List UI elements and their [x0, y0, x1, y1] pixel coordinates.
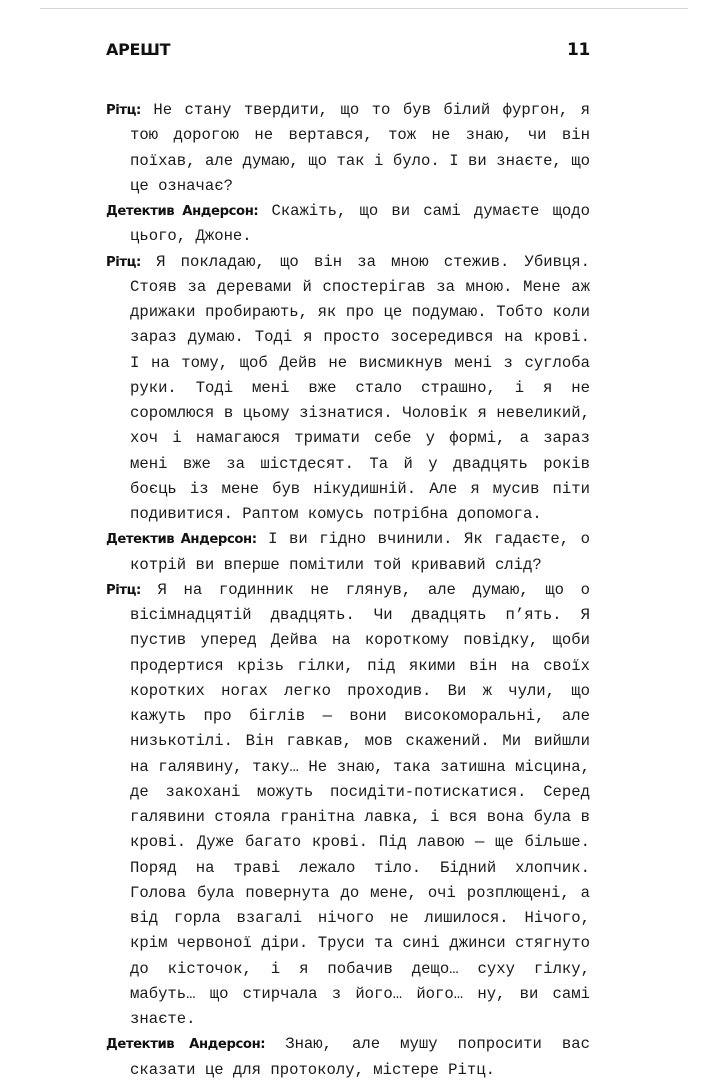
speech-text: І ви гідно вчинили. Як гадаєте, о котрій ви вперше помітили той кривавий слід?: [130, 530, 590, 574]
dialogue-line: [106, 98, 590, 199]
dialogue-line: [106, 199, 590, 250]
speech-text: Я покладаю, що він за мною стежив. Убивця. Стояв за деревами й спостерігав за мною. Мене аж дрижаки пробирають, як про це подумаю. Тобто коли зараз думаю. Тоді я просто зосередився на крові. І на тому, щоб Дейв не висмикнув мені з суглоба руки. Тоді мені вже стало страшно, і я не соромлюся в цьому зізнатися. Чоловік я невеликий, хоч і намагаюся тримати себе у формі, а зараз мені вже за шістдесят. Та й у двадцять років боєць із мене був нікудишній. Але я мусив піти подивитися. Раптом комусь потрібна допомога.: [130, 252, 590, 523]
dialogue-line: [106, 250, 590, 528]
dialogue-line: [106, 527, 590, 578]
speaker-label: Рітц:: [106, 103, 141, 118]
speaker-label: Детектив Андерсон:: [106, 204, 259, 219]
chapter-title: АРЕШТ: [106, 40, 171, 59]
speech-text: Не стану твердити, що то був білий фургон, я тою дорогою не вертався, тож не знаю, чи він поїхав, але думаю, що так і було. І ви знаєте, що це означає?: [130, 101, 591, 195]
dialogue-transcript: [106, 98, 590, 1083]
speaker-label: Детектив Андерсон:: [106, 532, 257, 548]
speech-text: Скажіть, що ви самі думаєте щодо цього, Джоне.: [130, 202, 591, 246]
speech-text: Я на годинник не глянув, але думаю, що о вісімнадцятій двадцять. Чи двадцять п’ять. Я пустив уперед Дейва на короткому повідку, щоби продертися крізь гілки, під якими він на своїх коротких ногах легко проходив. Ви ж чули, що кажуть про біглів — вони високоморальні, але низькотілі. Він гавкав, мов скажений. Ми вийшли на галявину, таку… Не знаю, така затишна місцина, де закохані можуть посидіти-потискатися. Серед галявини стояла гранітна лавка, і вся вона була в крові. Дуже багато крові. Під лавою — ще більше. Поряд на траві лежало тіло. Бідний хлопчик. Голова була повернута до мене, очі розплющені, а від горла взагалі нічого не лишилося. Нічого, крім червоної діри. Труси та сині джинси стягнуто до кісточок, і я побачив дещо… суху гілку, мабуть… що стирчала з його… його… ну, ви самі знаєте.: [130, 580, 591, 1028]
speaker-label: Рітц:: [106, 254, 141, 270]
book-page: [106, 40, 590, 1083]
speaker-label: Детектив Андерсон:: [106, 1037, 266, 1053]
running-head: [106, 40, 590, 70]
page-top-edge: [40, 0, 688, 9]
speech-text: Знаю, але мушу попросити вас сказати це для протоколу, містере Рітц.: [130, 1035, 590, 1079]
dialogue-line: [106, 578, 590, 1033]
speaker-label: Рітц:: [106, 582, 141, 598]
dialogue-line: [106, 1032, 590, 1083]
page-number: 11: [566, 40, 590, 60]
